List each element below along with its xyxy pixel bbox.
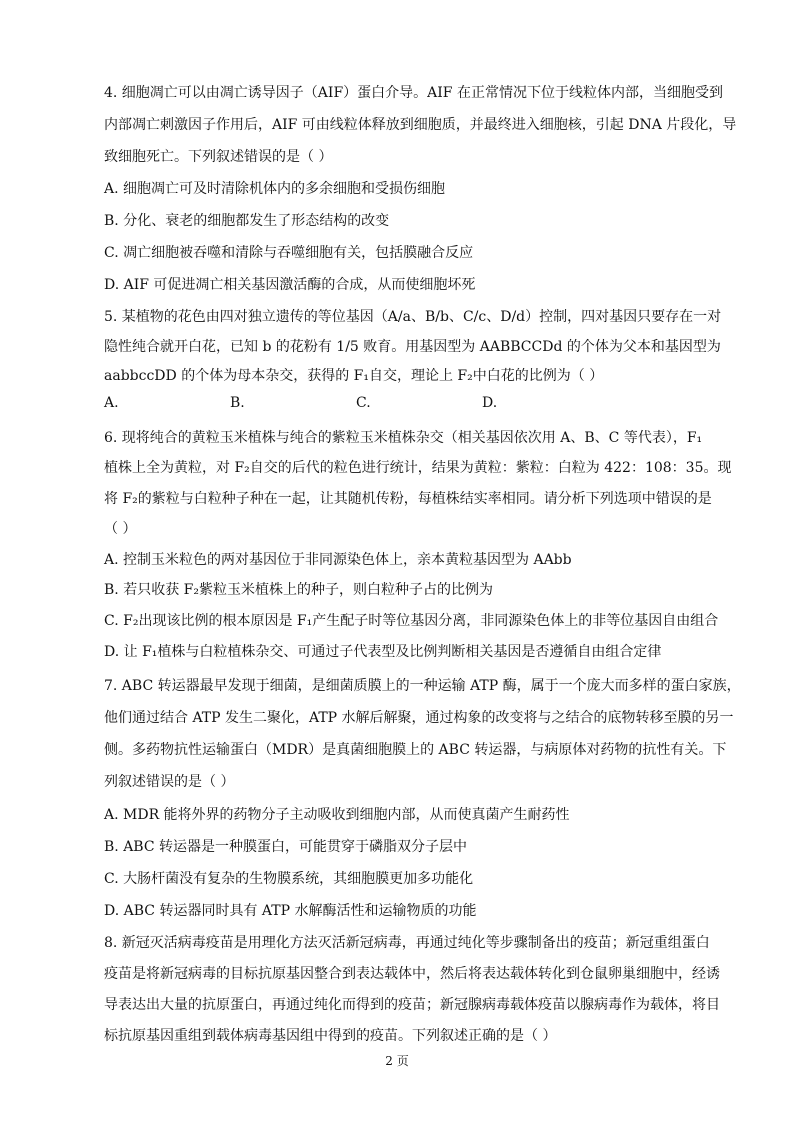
q5-options <box>104 395 624 415</box>
q8-stem-line-4: 标抗原基因重组到载体病毒基因组中得到的疫苗。下列叙述正确的是（ ） <box>104 1028 557 1044</box>
q5-option-a: A. <box>104 395 119 411</box>
q6-option-c: C. F₂出现该比例的根本原因是 F₁产生配子时等位基因分离，非同源染色体上的非等位基因自由组合 <box>104 613 719 629</box>
q8-stem-line-3: 导表达出大量的抗原蛋白，再通过纯化而得到的疫苗；新冠腺病毒载体疫苗以腺病毒作为载体，将目 <box>104 997 720 1013</box>
q5-option-d: D. <box>482 395 498 411</box>
q5-option-c: C. <box>356 395 371 411</box>
q7-option-a: A. MDR 能将外界的药物分子主动吸收到细胞内部，从而使真菌产生耐药性 <box>104 807 570 823</box>
q7-stem-line-1: 7. ABC 转运器最早发现于细菌，是细菌质膜上的一种运输 ATP 酶，属于一个庞大而多样的蛋白家族， <box>104 678 741 694</box>
q5-stem-line-2: 隐性纯合就开白花，已知 b 的花粉有 1/5 败育。用基因型为 AABBCCDd 的个体为父本和基因型为 <box>104 339 721 355</box>
q4-stem-line-1: 4. 细胞凋亡可以由凋亡诱导因子（AIF）蛋白介导。AIF 在正常情况下位于线粒体内部，当细胞受到 <box>104 85 723 101</box>
q7-option-b: B. ABC 转运器是一种膜蛋白，可能贯穿于磷脂双分子层中 <box>104 839 468 855</box>
q4-option-a: A. 细胞凋亡可及时清除机体内的多余细胞和受损伤细胞 <box>104 181 446 197</box>
q4-option-c: C. 凋亡细胞被吞噬和清除与吞噬细胞有关，包括膜融合反应 <box>104 245 474 261</box>
q7-stem-line-2: 他们通过结合 ATP 发生二聚化，ATP 水解后解聚，通过构象的改变将与之结合的底物转移至膜的另一 <box>104 710 734 726</box>
q6-stem-line-4: （ ） <box>104 521 137 537</box>
q7-option-d: D. ABC 转运器同时具有 ATP 水解酶活性和运输物质的功能 <box>104 903 477 919</box>
q7-stem-line-3: 侧。多药物抗性运输蛋白（MDR）是真菌细胞膜上的 ABC 转运器，与病原体对药物的抗性有关。下 <box>104 742 727 758</box>
q5-stem-line-1: 5. 某植物的花色由四对独立遗传的等位基因（A/a、B/b、C/c、D/d）控制，四对基因只要存在一对 <box>104 309 722 325</box>
q6-option-a: A. 控制玉米粒色的两对基因位于非同源染色体上，亲本黄粒基因型为 AAbb <box>104 552 572 568</box>
q4-option-d: D. AIF 可促进凋亡相关基因激活酶的合成，从而使细胞坏死 <box>104 277 476 293</box>
q6-stem-line-2: 植株上全为黄粒，对 F₂自交的后代的粒色进行统计，结果为黄粒：紫粒：白粒为 422：108：35。现 <box>104 460 732 476</box>
q7-option-c: C. 大肠杆菌没有复杂的生物膜系统，其细胞膜更加多功能化 <box>104 871 474 887</box>
q5-option-b: B. <box>230 395 245 411</box>
q8-stem-line-1: 8. 新冠灭活病毒疫苗是用理化方法灭活新冠病毒，再通过纯化等步骤制备出的疫苗；新冠重组蛋白 <box>104 935 710 951</box>
q6-option-b: B. 若只收获 F₂紫粒玉米植株上的种子，则白粒种子占的比例为 <box>104 582 493 598</box>
q5-stem-line-3: aabbccDD 的个体为母本杂交，获得的 F₁自交，理论上 F₂中白花的比例为（ ） <box>104 368 604 384</box>
q4-option-b: B. 分化、衰老的细胞都发生了形态结构的改变 <box>104 213 390 229</box>
q4-stem-line-3: 致细胞死亡。下列叙述错误的是（ ） <box>104 149 333 165</box>
page-number: 2 页 <box>385 1054 409 1068</box>
q6-stem-line-3: 将 F₂的紫粒与白粒种子种在一起，让其随机传粉，每植株结实率相同。请分析下列选项中错误的是 <box>104 491 712 507</box>
q8-stem-line-2: 疫苗是将新冠病毒的目标抗原基因整合到表达载体中，然后将表达载体转化到仓鼠卵巢细胞中，经诱 <box>104 966 720 982</box>
q6-stem-line-1: 6. 现将纯合的黄粒玉米植株与纯合的紫粒玉米植株杂交（相关基因依次用 A、B、C 等代表），F₁ <box>104 430 703 446</box>
q6-option-d: D. 让 F₁植株与白粒植株杂交、可通过子代表型及比例判断相关基因是否遵循自由组合定律 <box>104 644 662 660</box>
q4-stem-line-2: 内部凋亡刺激因子作用后，AIF 可由线粒体释放到细胞质，并最终进入细胞核，引起 DNA 片段化，导 <box>104 117 737 133</box>
q7-stem-line-4: 列叙述错误的是（ ） <box>104 774 235 790</box>
